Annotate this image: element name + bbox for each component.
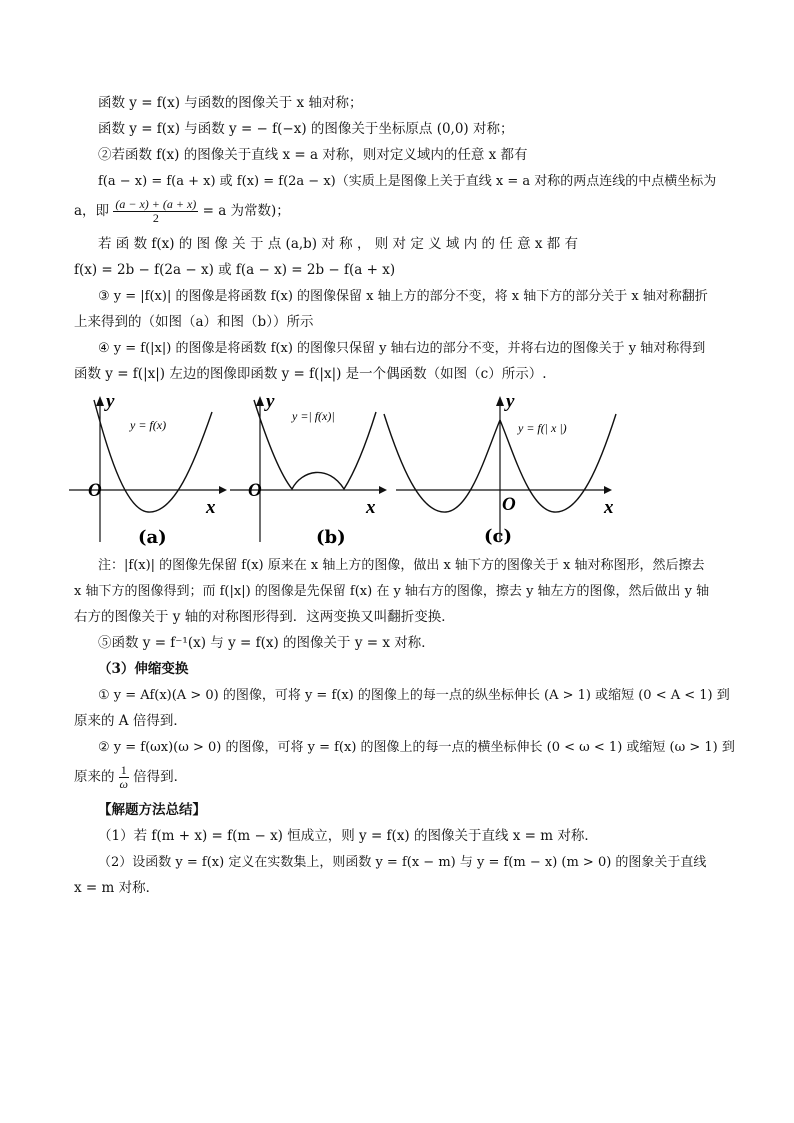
transform-figures (44, 392, 664, 550)
figure-c-x-label: x (604, 497, 614, 518)
document-page (74, 94, 735, 898)
text-line-7: f(x) = 2b − f(2a − x) 或 f(a − x) = 2b − f(a + x) (74, 262, 396, 278)
stretch-line-2: 原来的 A 倍得到． (74, 713, 187, 729)
summary-line-1: （1）若 f(m + x) = f(m − x) 恒成立，则 y = f(x) 的图像关于直线 x = m 对称． (98, 828, 598, 844)
text-line-5 (74, 198, 724, 225)
figure-a-y-label: y (106, 392, 115, 412)
text-line-9: 上来得到的（如图（a）和图（b））所示 (74, 314, 314, 330)
figure-b-x-arrow-icon (379, 486, 387, 494)
stretch-line-3: ② y = f(ωx)(ω > 0) 的图像，可将 y = f(x) 的图像上的每一点的横坐标伸长 (0 < ω < 1) 或缩短 (ω > 1) 到 (98, 740, 735, 755)
figure-a (69, 392, 227, 548)
figure-b-origin: O (248, 480, 262, 501)
figure-c-y-label: y (506, 392, 515, 412)
figure-a-function-label: y = f(x) (130, 418, 167, 432)
figure-a-curve (94, 400, 212, 512)
figure-a-origin: O (88, 480, 102, 501)
figure-c-caption: (c) (484, 526, 512, 547)
stretch-line-1: ① y = Af(x)(A > 0) 的图像，可将 y = f(x) 的图像上的每一点的纵坐标伸长 (A > 1) 或缩短 (0 < A < 1) 到 (98, 688, 730, 703)
figure-b-x-label: x (366, 497, 376, 518)
stretch-line-4 (74, 764, 724, 791)
figure-a-x-label: x (206, 497, 216, 518)
figure-b (230, 392, 387, 548)
omega-fraction-denominator: ω (119, 777, 129, 791)
figure-c-x-arrow-icon (604, 486, 612, 494)
midpoint-fraction (113, 198, 198, 225)
section-stretch-heading: （3）伸缩变换 (98, 661, 189, 677)
figure-a-x-arrow-icon (219, 486, 227, 494)
note-line-3: 右方的图像关于 y 轴的对称图形得到．这两变换又叫翻折变换． (74, 609, 455, 625)
text-line-3: ②若函数 f(x) 的图像关于直线 x = a 对称，则对定义域内的任意 x 都有 (98, 147, 528, 163)
figure-row (44, 392, 694, 550)
text-line-5-start: a，即 (74, 203, 110, 219)
fraction-denominator: 2 (152, 211, 159, 225)
figure-b-y-arrow-icon (256, 396, 264, 406)
omega-fraction-numerator: 1 (120, 763, 127, 777)
text-line-8: ③ y = |f(x)| 的图像是将函数 f(x) 的图像保留 x 轴上方的部分不变，将 x 轴下方的部分关于 x 轴对称翻折 (98, 289, 708, 304)
figure-a-caption: (a) (138, 527, 167, 548)
figure-b-y-label: y (266, 392, 275, 412)
summary-line-2: （2）设函数 y = f(x) 定义在实数集上，则函数 y = f(x − m) 与 y = f(m − x) (m > 0) 的图象关于直线 (98, 855, 707, 870)
figure-a-y-arrow-icon (96, 396, 104, 406)
note-line-1: 注：|f(x)| 的图像先保留 f(x) 原来在 x 轴上方的图像，做出 x 轴下方的图像关于 x 轴对称图形，然后擦去 (98, 558, 705, 573)
note-line-2: x 轴下方的图像得到；而 f(|x|) 的图像是先保留 f(x) 在 y 轴右方的图像，擦去 y 轴左方的图像，然后做出 y 轴 (74, 584, 710, 599)
stretch-line-4-end: 倍得到． (133, 769, 188, 785)
text-line-10: ④ y = f(|x|) 的图像是将函数 f(x) 的图像只保留 y 轴右边的部分不变，并将右边的图像关于 y 轴对称得到 (98, 341, 706, 356)
figure-c-curve-left (384, 414, 500, 512)
figure-b-caption: (b) (316, 527, 346, 548)
text-line-6: 若 函 数 f(x) 的 图 像 关 于 点 (a,b) 对 称 ， 则 对 定 义 域 内 的 任 意 x 都 有 (98, 236, 579, 252)
note-line-4: ⑤函数 y = f⁻¹(x) 与 y = f(x) 的图像关于 y = x 对称． (98, 635, 435, 651)
summary-line-3: x = m 对称． (74, 880, 160, 896)
text-line-11: 函数 y = f(|x|) 左边的图像即函数 y = f(|x|) 是一个偶函数（如图（c）所示）. (74, 366, 547, 382)
text-line-2: 函数 y = f(x) 与函数 y = − f(−x) 的图像关于坐标原点 (0,0) 对称； (98, 121, 514, 137)
text-line-5-end: = a 为常数)； (202, 203, 290, 219)
figure-c-y-arrow-icon (496, 396, 504, 406)
omega-fraction (119, 764, 129, 791)
text-line-4: f(a − x) = f(a + x) 或 f(x) = f(2a − x)（实质上是图像上关于直线 x = a 对称的两点连线的中点横坐标为 (98, 174, 717, 189)
text-line-1: 函数 y = f(x) 与函数的图像关于 x 轴对称； (98, 95, 363, 111)
figure-c-function-label: y = f(| x |) (518, 421, 567, 435)
fraction-numerator: (a − x) + (a + x) (115, 197, 197, 211)
figure-b-function-label: y =| f(x)| (292, 409, 335, 423)
summary-heading: 【解题方法总结】 (98, 802, 206, 818)
stretch-line-4-start: 原来的 (74, 769, 115, 785)
figure-c (384, 392, 616, 547)
figure-c-origin: O (502, 494, 516, 515)
